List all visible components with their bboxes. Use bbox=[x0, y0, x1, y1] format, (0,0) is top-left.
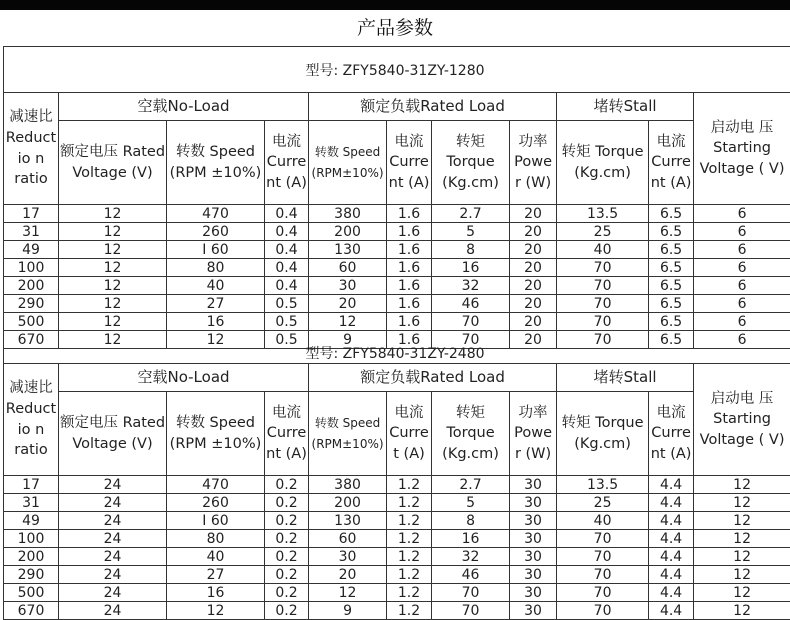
stall-current-cell: 4.4 bbox=[649, 548, 694, 566]
ratio-header: 减速比 Reduct io n ratio bbox=[4, 364, 59, 476]
stall-torque-header: 转矩 Torque (Kg.cm) bbox=[557, 121, 649, 205]
spec-table-2 bbox=[3, 363, 790, 620]
rated-speed-cell: 30 bbox=[309, 548, 387, 566]
rated-voltage-cell: 12 bbox=[59, 295, 167, 313]
rated-torque-cell: 70 bbox=[432, 602, 510, 620]
power-header: 功率 Powe r (W) bbox=[510, 121, 557, 205]
starting-voltage-cell: 12 bbox=[694, 566, 790, 584]
noload-current-header: 电流 Curre nt (A) bbox=[265, 392, 309, 476]
starting-voltage-cell: 12 bbox=[694, 548, 790, 566]
rated-voltage-cell: 12 bbox=[59, 277, 167, 295]
stall-torque-cell: 25 bbox=[557, 494, 649, 512]
rated-speed-header: 转数 Speed (RPM±10%) bbox=[309, 392, 387, 476]
rated-current-cell: 1.2 bbox=[387, 476, 432, 494]
noload-current-cell: 0.2 bbox=[265, 476, 309, 494]
rated-voltage-cell: 12 bbox=[59, 223, 167, 241]
stall-current-cell: 4.4 bbox=[649, 476, 694, 494]
rated-torque-cell: 5 bbox=[432, 494, 510, 512]
power-cell: 20 bbox=[510, 295, 557, 313]
stall-torque-cell: 25 bbox=[557, 223, 649, 241]
power-cell: 30 bbox=[510, 530, 557, 548]
rated-current-cell: 1.2 bbox=[387, 548, 432, 566]
starting-voltage-header: 启动电 压 Starting Voltage ( V) bbox=[694, 364, 790, 476]
rated-current-cell: 1.6 bbox=[387, 331, 432, 349]
stall-torque-cell: 13.5 bbox=[557, 205, 649, 223]
noload-speed-cell: 16 bbox=[167, 584, 265, 602]
table-row bbox=[4, 512, 790, 530]
stall-current-cell: 6.5 bbox=[649, 223, 694, 241]
starting-voltage-cell: 12 bbox=[694, 530, 790, 548]
spec-table-1 bbox=[3, 92, 790, 349]
rated-voltage-header: 额定电压 Rated Voltage (V) bbox=[59, 392, 167, 476]
rated-speed-cell: 200 bbox=[309, 223, 387, 241]
stall-torque-cell: 70 bbox=[557, 331, 649, 349]
noload-speed-cell: 470 bbox=[167, 205, 265, 223]
rated-torque-cell: 70 bbox=[432, 313, 510, 331]
noload-current-cell: 0.2 bbox=[265, 584, 309, 602]
starting-voltage-cell: 12 bbox=[694, 476, 790, 494]
ratio-cell: 31 bbox=[4, 494, 59, 512]
rated-voltage-cell: 24 bbox=[59, 530, 167, 548]
power-cell: 30 bbox=[510, 494, 557, 512]
rated-voltage-cell: 24 bbox=[59, 476, 167, 494]
table-row bbox=[4, 494, 790, 512]
noload-speed-cell: 40 bbox=[167, 277, 265, 295]
stall-current-cell: 6.5 bbox=[649, 259, 694, 277]
rated-current-cell: 1.6 bbox=[387, 259, 432, 277]
rated-current-cell: 1.2 bbox=[387, 512, 432, 530]
stall-current-cell: 6.5 bbox=[649, 205, 694, 223]
noload-current-cell: 0.5 bbox=[265, 331, 309, 349]
noload-speed-header: 转数 Speed (RPM ±10%) bbox=[167, 121, 265, 205]
noload-speed-cell: 12 bbox=[167, 602, 265, 620]
noload-speed-cell: 27 bbox=[167, 295, 265, 313]
rated-voltage-cell: 12 bbox=[59, 331, 167, 349]
noload-current-cell: 0.5 bbox=[265, 313, 309, 331]
rated-voltage-cell: 24 bbox=[59, 548, 167, 566]
table-row bbox=[4, 602, 790, 620]
rated-voltage-cell: 12 bbox=[59, 313, 167, 331]
title-divider bbox=[3, 46, 790, 47]
noload-speed-cell: 27 bbox=[167, 566, 265, 584]
rated-current-cell: 1.6 bbox=[387, 223, 432, 241]
rated-current-cell: 1.2 bbox=[387, 530, 432, 548]
table-row bbox=[4, 241, 790, 259]
stall-torque-header: 转矩 Torque (Kg.cm) bbox=[557, 392, 649, 476]
noload-current-cell: 0.2 bbox=[265, 512, 309, 530]
noload-current-cell: 0.4 bbox=[265, 205, 309, 223]
rated-speed-header: 转数 Speed (RPM±10%) bbox=[309, 121, 387, 205]
starting-voltage-cell: 6 bbox=[694, 313, 790, 331]
stall-torque-cell: 70 bbox=[557, 530, 649, 548]
noload-speed-cell: I 60 bbox=[167, 241, 265, 259]
ratio-cell: 31 bbox=[4, 223, 59, 241]
noload-speed-cell: 40 bbox=[167, 548, 265, 566]
rated-torque-header: 转矩 Torque (Kg.cm) bbox=[432, 392, 510, 476]
noload-current-cell: 0.2 bbox=[265, 602, 309, 620]
starting-voltage-cell: 6 bbox=[694, 259, 790, 277]
noload-current-cell: 0.4 bbox=[265, 223, 309, 241]
ratio-cell: 100 bbox=[4, 259, 59, 277]
stall-current-cell: 6.5 bbox=[649, 331, 694, 349]
rated-speed-cell: 20 bbox=[309, 295, 387, 313]
ratio-header-text: 减速比 Reduct io n ratio bbox=[6, 109, 56, 187]
power-cell: 30 bbox=[510, 512, 557, 530]
stall-current-cell: 4.4 bbox=[649, 602, 694, 620]
noload-current-cell: 0.4 bbox=[265, 277, 309, 295]
rated-speed-cell: 130 bbox=[309, 512, 387, 530]
stall-current-cell: 6.5 bbox=[649, 277, 694, 295]
starting-voltage-cell: 12 bbox=[694, 512, 790, 530]
rated-current-cell: 1.2 bbox=[387, 584, 432, 602]
rated-torque-cell: 32 bbox=[432, 548, 510, 566]
page-title: 产品参数 bbox=[0, 10, 790, 46]
table-row bbox=[4, 476, 790, 494]
rated-speed-cell: 380 bbox=[309, 205, 387, 223]
rated-torque-cell: 2.7 bbox=[432, 205, 510, 223]
stall-group-header: 堵转Stall bbox=[557, 93, 694, 121]
table-row bbox=[4, 548, 790, 566]
ratio-cell: 500 bbox=[4, 313, 59, 331]
ratio-cell: 670 bbox=[4, 602, 59, 620]
power-cell: 20 bbox=[510, 277, 557, 295]
noload-speed-cell: 80 bbox=[167, 259, 265, 277]
rated-torque-cell: 32 bbox=[432, 277, 510, 295]
noload-speed-cell: 470 bbox=[167, 476, 265, 494]
power-cell: 30 bbox=[510, 548, 557, 566]
ratio-cell: 49 bbox=[4, 512, 59, 530]
rated-current-header: 电流 Curre nt (A) bbox=[387, 121, 432, 205]
stall-torque-cell: 70 bbox=[557, 602, 649, 620]
starting-voltage-cell: 12 bbox=[694, 602, 790, 620]
table-row bbox=[4, 295, 790, 313]
rated-torque-cell: 8 bbox=[432, 512, 510, 530]
rated-voltage-cell: 24 bbox=[59, 512, 167, 530]
rated-speed-cell: 60 bbox=[309, 259, 387, 277]
starting-voltage-cell: 6 bbox=[694, 277, 790, 295]
starting-voltage-cell: 12 bbox=[694, 494, 790, 512]
model-label-1: 型号: ZFY5840-31ZY-1280 bbox=[0, 60, 790, 82]
power-cell: 20 bbox=[510, 331, 557, 349]
spec-table-2-body bbox=[4, 476, 790, 620]
rated-current-cell: 1.6 bbox=[387, 313, 432, 331]
power-cell: 30 bbox=[510, 584, 557, 602]
rated-voltage-cell: 24 bbox=[59, 584, 167, 602]
rated-current-cell: 1.6 bbox=[387, 205, 432, 223]
stall-torque-cell: 70 bbox=[557, 566, 649, 584]
stall-current-header: 电流 Curre nt (A) bbox=[649, 392, 694, 476]
rated-speed-cell: 30 bbox=[309, 277, 387, 295]
rated-current-cell: 1.6 bbox=[387, 241, 432, 259]
rated-torque-cell: 8 bbox=[432, 241, 510, 259]
starting-voltage-header: 启动电 压 Starting Voltage ( V) bbox=[694, 93, 790, 205]
starting-voltage-cell: 12 bbox=[694, 584, 790, 602]
rated-current-cell: 1.6 bbox=[387, 295, 432, 313]
noload-current-cell: 0.2 bbox=[265, 530, 309, 548]
rated-speed-cell: 12 bbox=[309, 313, 387, 331]
noload-current-header: 电流 Curre nt (A) bbox=[265, 121, 309, 205]
stall-current-cell: 4.4 bbox=[649, 530, 694, 548]
rated-current-cell: 1.2 bbox=[387, 602, 432, 620]
rated-current-header: 电流 Curre t (A) bbox=[387, 392, 432, 476]
starting-voltage-cell: 6 bbox=[694, 205, 790, 223]
starting-voltage-cell: 6 bbox=[694, 295, 790, 313]
ratio-cell: 200 bbox=[4, 277, 59, 295]
stall-current-cell: 6.5 bbox=[649, 241, 694, 259]
rated-voltage-cell: 24 bbox=[59, 494, 167, 512]
rated-current-cell: 1.2 bbox=[387, 494, 432, 512]
ratio-cell: 17 bbox=[4, 476, 59, 494]
ratio-cell: 290 bbox=[4, 295, 59, 313]
stall-current-header: 电流 Curre nt (A) bbox=[649, 121, 694, 205]
rated-torque-cell: 46 bbox=[432, 295, 510, 313]
rated-voltage-cell: 12 bbox=[59, 259, 167, 277]
starting-voltage-cell: 6 bbox=[694, 241, 790, 259]
stall-current-cell: 6.5 bbox=[649, 295, 694, 313]
top-dark-bar bbox=[0, 0, 790, 10]
ratio-cell: 100 bbox=[4, 530, 59, 548]
noload-current-cell: 0.5 bbox=[265, 295, 309, 313]
noload-current-cell: 0.2 bbox=[265, 548, 309, 566]
stall-current-cell: 4.4 bbox=[649, 566, 694, 584]
rated-voltage-cell: 24 bbox=[59, 566, 167, 584]
rated-speed-cell: 9 bbox=[309, 331, 387, 349]
noload-speed-cell: 16 bbox=[167, 313, 265, 331]
table-row bbox=[4, 223, 790, 241]
stall-torque-cell: 70 bbox=[557, 259, 649, 277]
power-cell: 20 bbox=[510, 223, 557, 241]
noload-group-header: 空载No-Load bbox=[59, 364, 309, 392]
rated-group-header: 额定负载Rated Load bbox=[309, 364, 557, 392]
rated-speed-cell: 12 bbox=[309, 584, 387, 602]
stall-torque-cell: 40 bbox=[557, 512, 649, 530]
power-header: 功率 Powe r (W) bbox=[510, 392, 557, 476]
rated-torque-cell: 16 bbox=[432, 259, 510, 277]
table-row bbox=[4, 566, 790, 584]
rated-voltage-header: 额定电压 Rated Voltage (V) bbox=[59, 121, 167, 205]
rated-current-cell: 1.2 bbox=[387, 566, 432, 584]
stall-group-header: 堵转Stall bbox=[557, 364, 694, 392]
table-row bbox=[4, 259, 790, 277]
table-row bbox=[4, 205, 790, 223]
noload-current-cell: 0.2 bbox=[265, 566, 309, 584]
table-row bbox=[4, 277, 790, 295]
noload-speed-cell: 80 bbox=[167, 530, 265, 548]
rated-speed-cell: 20 bbox=[309, 566, 387, 584]
table-row bbox=[4, 313, 790, 331]
ratio-cell: 290 bbox=[4, 566, 59, 584]
rated-torque-cell: 70 bbox=[432, 584, 510, 602]
ratio-cell: 17 bbox=[4, 205, 59, 223]
ratio-header bbox=[4, 93, 59, 205]
ratio-cell: 200 bbox=[4, 548, 59, 566]
power-cell: 30 bbox=[510, 566, 557, 584]
rated-torque-cell: 2.7 bbox=[432, 476, 510, 494]
stall-torque-cell: 70 bbox=[557, 277, 649, 295]
rated-speed-cell: 200 bbox=[309, 494, 387, 512]
stall-current-cell: 4.4 bbox=[649, 494, 694, 512]
rated-speed-cell: 9 bbox=[309, 602, 387, 620]
noload-group-header: 空载No-Load bbox=[59, 93, 309, 121]
rated-torque-cell: 46 bbox=[432, 566, 510, 584]
noload-current-cell: 0.4 bbox=[265, 259, 309, 277]
stall-torque-cell: 70 bbox=[557, 584, 649, 602]
power-cell: 20 bbox=[510, 241, 557, 259]
ratio-cell: 49 bbox=[4, 241, 59, 259]
stall-torque-cell: 70 bbox=[557, 295, 649, 313]
power-cell: 30 bbox=[510, 602, 557, 620]
stall-current-cell: 4.4 bbox=[649, 512, 694, 530]
power-cell: 20 bbox=[510, 205, 557, 223]
stall-torque-cell: 13.5 bbox=[557, 476, 649, 494]
stall-torque-cell: 70 bbox=[557, 313, 649, 331]
rated-speed-cell: 130 bbox=[309, 241, 387, 259]
rated-torque-cell: 5 bbox=[432, 223, 510, 241]
rated-group-header: 额定负载Rated Load bbox=[309, 93, 557, 121]
rated-current-cell: 1.6 bbox=[387, 277, 432, 295]
stall-current-cell: 6.5 bbox=[649, 313, 694, 331]
table-row bbox=[4, 584, 790, 602]
power-cell: 20 bbox=[510, 313, 557, 331]
rated-torque-cell: 70 bbox=[432, 331, 510, 349]
rated-torque-header: 转矩 Torque (Kg.cm) bbox=[432, 121, 510, 205]
model-label-2: 型号: ZFY5840-31ZY-2480 bbox=[0, 343, 790, 365]
table-row bbox=[4, 530, 790, 548]
noload-speed-cell: 260 bbox=[167, 223, 265, 241]
spec-table-1-body bbox=[4, 205, 790, 349]
stall-torque-cell: 40 bbox=[557, 241, 649, 259]
noload-current-cell: 0.2 bbox=[265, 494, 309, 512]
rated-torque-cell: 16 bbox=[432, 530, 510, 548]
rated-speed-cell: 60 bbox=[309, 530, 387, 548]
ratio-cell: 670 bbox=[4, 331, 59, 349]
power-cell: 30 bbox=[510, 476, 557, 494]
rated-speed-cell: 380 bbox=[309, 476, 387, 494]
noload-current-cell: 0.4 bbox=[265, 241, 309, 259]
noload-speed-cell: 12 bbox=[167, 331, 265, 349]
rated-voltage-cell: 24 bbox=[59, 602, 167, 620]
starting-voltage-cell: 6 bbox=[694, 331, 790, 349]
ratio-cell: 500 bbox=[4, 584, 59, 602]
stall-torque-cell: 70 bbox=[557, 548, 649, 566]
rated-voltage-cell: 12 bbox=[59, 205, 167, 223]
starting-voltage-cell: 6 bbox=[694, 223, 790, 241]
noload-speed-cell: I 60 bbox=[167, 512, 265, 530]
noload-speed-cell: 260 bbox=[167, 494, 265, 512]
power-cell: 20 bbox=[510, 259, 557, 277]
stall-current-cell: 4.4 bbox=[649, 584, 694, 602]
noload-speed-header: 转数 Speed (RPM ±10%) bbox=[167, 392, 265, 476]
rated-voltage-cell: 12 bbox=[59, 241, 167, 259]
